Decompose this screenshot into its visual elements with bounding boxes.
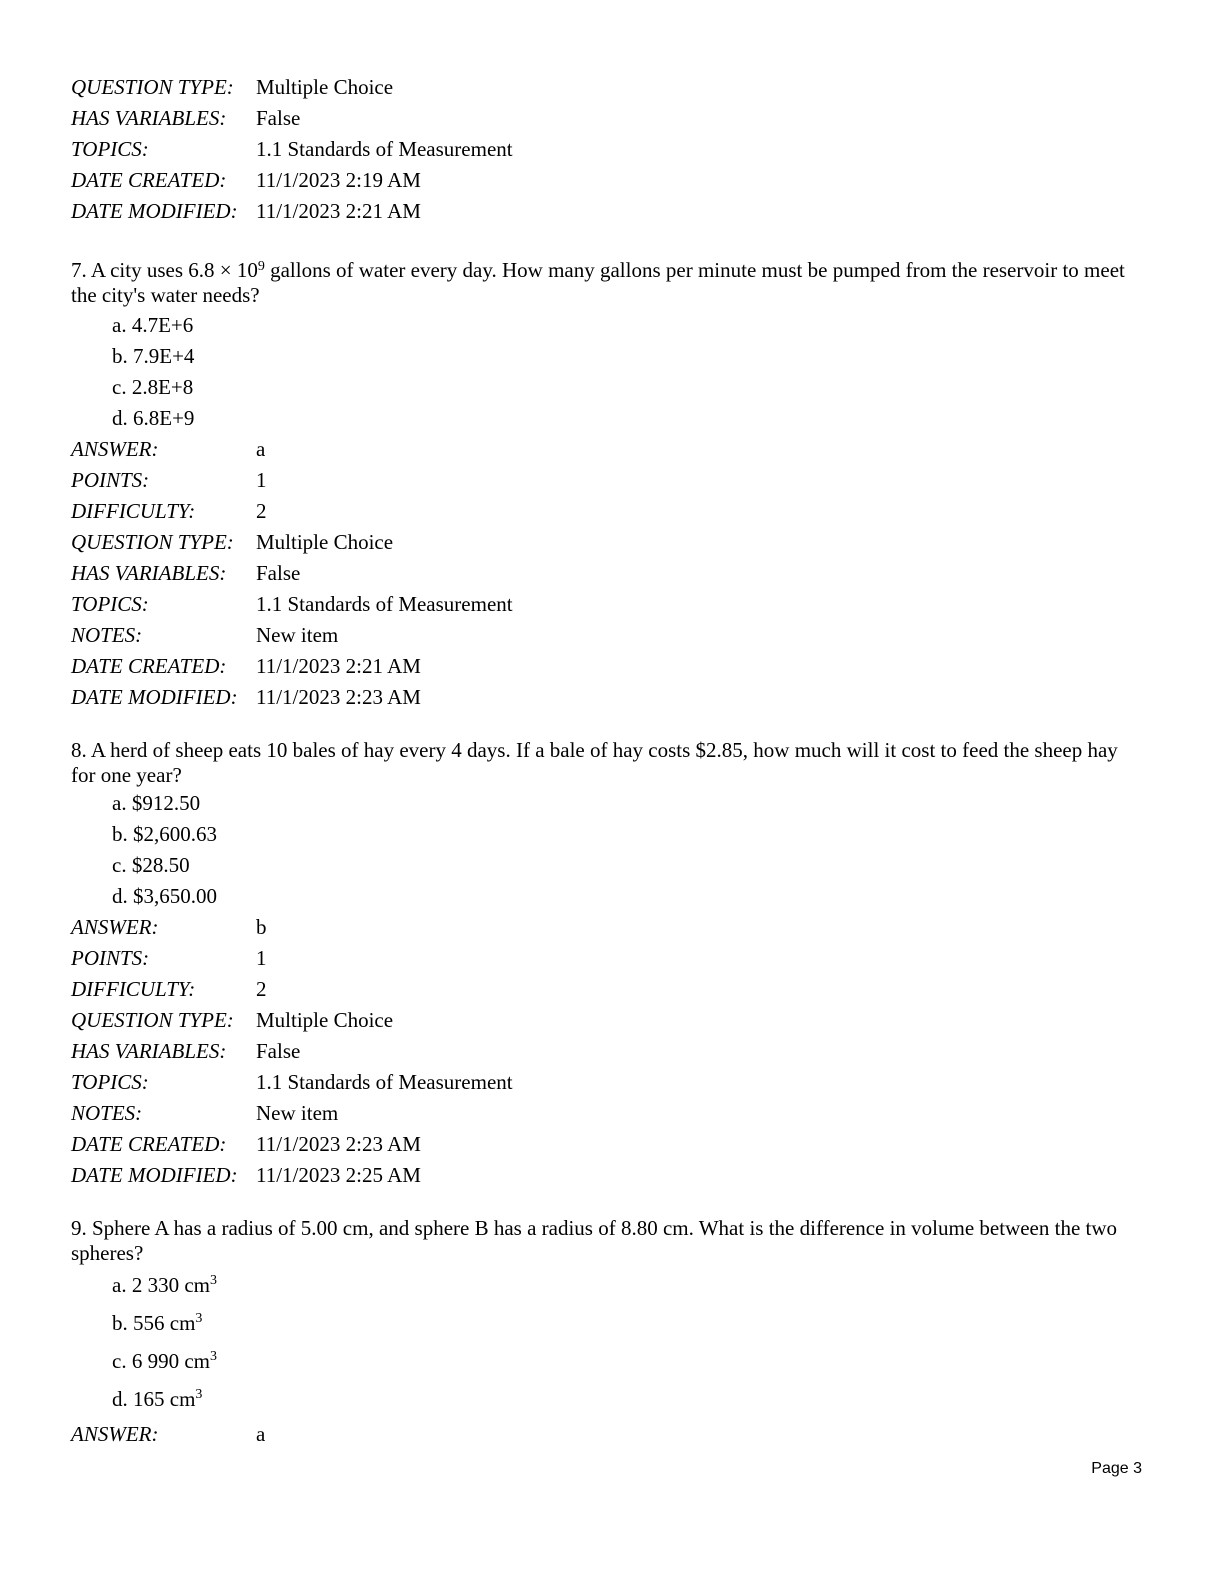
q7-difficulty-label: DIFFICULTY: — [71, 499, 196, 523]
q8-date-modified-label: DATE MODIFIED: — [71, 1163, 238, 1187]
q7-topics-label: TOPICS: — [71, 592, 149, 616]
q9-stem: 9. Sphere A has a radius of 5.00 cm, and sphere B has a radius of 8.80 cm. What is the difference in volume between the two spheres? — [71, 1216, 1118, 1265]
q7-choice-d: d. 6.8E+9 — [112, 406, 195, 430]
q8-choice-b: b. $2,600.63 — [112, 822, 217, 846]
q9-choice-c — [112, 1348, 217, 1374]
q6-date-created-label: DATE CREATED: — [71, 168, 227, 192]
q7-notes-label: NOTES: — [71, 623, 143, 647]
q7-topics-value: 1.1 Standards of Measurement — [256, 592, 513, 616]
q8-difficulty-value: 2 — [256, 977, 267, 1001]
q8-date-modified-value: 11/1/2023 2:25 AM — [256, 1163, 421, 1187]
q8-choice-c: c. $28.50 — [112, 853, 190, 877]
q9-answer-label: ANSWER: — [71, 1422, 159, 1446]
choice-letter: a. — [112, 1273, 127, 1297]
q7-choice-c: c. 2.8E+8 — [112, 375, 194, 399]
q6-has-variables-value: False — [256, 106, 301, 130]
q7-answer-label: ANSWER: — [71, 437, 159, 461]
q8-notes-label: NOTES: — [71, 1101, 143, 1125]
q8-choice-a: a. $912.50 — [112, 791, 201, 815]
q6-date-modified-value: 11/1/2023 2:21 AM — [256, 199, 421, 223]
choice-exponent: 3 — [209, 1349, 217, 1364]
q7-points-label: POINTS: — [71, 468, 150, 492]
q8-topics-label: TOPICS: — [71, 1070, 149, 1094]
choice-letter: c. — [112, 1349, 127, 1373]
q8-question-type-label: QUESTION TYPE: — [71, 1008, 234, 1032]
q7-question-type-label: QUESTION TYPE: — [71, 530, 234, 554]
q9-choice-d — [112, 1386, 202, 1412]
q9-choice-b — [112, 1310, 202, 1336]
q6-topics-value: 1.1 Standards of Measurement — [256, 137, 513, 161]
q7-answer-value: a — [256, 437, 266, 461]
choice-exponent: 3 — [209, 1273, 217, 1288]
q6-date-created-value: 11/1/2023 2:19 AM — [256, 168, 421, 192]
q7-has-variables-label: HAS VARIABLES: — [71, 561, 227, 585]
choice-letter: d. — [112, 1387, 128, 1411]
q8-answer-value: b — [256, 915, 267, 939]
q9-choice-a — [112, 1272, 217, 1298]
q7-stem-text-a: 7. A city uses 6.8 × 10 — [71, 258, 258, 282]
q8-question-type-value: Multiple Choice — [256, 1008, 394, 1032]
q8-points-label: POINTS: — [71, 946, 150, 970]
q6-question-type-row — [71, 74, 234, 100]
q6-question-type-value: Multiple Choice — [256, 75, 394, 99]
q7-choice-a: a. 4.7E+6 — [112, 313, 194, 337]
q8-topics-value: 1.1 Standards of Measurement — [256, 1070, 513, 1094]
q8-date-created-value: 11/1/2023 2:23 AM — [256, 1132, 421, 1156]
choice-value: 6 990 cm — [131, 1349, 210, 1373]
q8-notes-value: New item — [256, 1101, 339, 1125]
q8-points-value: 1 — [256, 946, 267, 970]
q6-topics-label: TOPICS: — [71, 137, 149, 161]
q7-date-created-label: DATE CREATED: — [71, 654, 227, 678]
choice-value: 165 cm — [133, 1387, 196, 1411]
q7-choice-b: b. 7.9E+4 — [112, 344, 195, 368]
q6-has-variables-label: HAS VARIABLES: — [71, 106, 227, 130]
q8-has-variables-value: False — [256, 1039, 301, 1063]
choice-letter: b. — [112, 1311, 128, 1335]
q7-stem-text-b: gallons of water every day. How many gallons per minute must be pumped from the reservoir to meet the city's water needs? — [71, 258, 1125, 307]
q8-answer-label: ANSWER: — [71, 915, 159, 939]
q8-date-created-label: DATE CREATED: — [71, 1132, 227, 1156]
q6-date-modified-label: DATE MODIFIED: — [71, 199, 238, 223]
choice-value: 2 330 cm — [131, 1273, 210, 1297]
q7-date-modified-label: DATE MODIFIED: — [71, 685, 238, 709]
q7-notes-value: New item — [256, 623, 339, 647]
q7-points-value: 1 — [256, 468, 267, 492]
field-label: QUESTION TYPE: — [71, 75, 234, 99]
choice-exponent: 3 — [195, 1311, 203, 1326]
q7-difficulty-value: 2 — [256, 499, 267, 523]
q8-has-variables-label: HAS VARIABLES: — [71, 1039, 227, 1063]
q7-question-type-value: Multiple Choice — [256, 530, 394, 554]
choice-value: 556 cm — [133, 1311, 196, 1335]
q7-stem — [71, 258, 1131, 308]
q8-choice-d: d. $3,650.00 — [112, 884, 217, 908]
q7-date-created-value: 11/1/2023 2:21 AM — [256, 654, 421, 678]
q7-date-modified-value: 11/1/2023 2:23 AM — [256, 685, 421, 709]
q7-stem-exponent: 9 — [257, 259, 265, 274]
q9-answer-value: a — [256, 1422, 266, 1446]
q8-difficulty-label: DIFFICULTY: — [71, 977, 196, 1001]
page-number: Page 3 — [1091, 1460, 1142, 1477]
choice-exponent: 3 — [195, 1387, 203, 1402]
q7-has-variables-value: False — [256, 561, 301, 585]
q8-stem: 8. A herd of sheep eats 10 bales of hay every 4 days. If a bale of hay costs $2.85, how much will it cost to feed the sheep hay for one year? — [71, 738, 1118, 787]
